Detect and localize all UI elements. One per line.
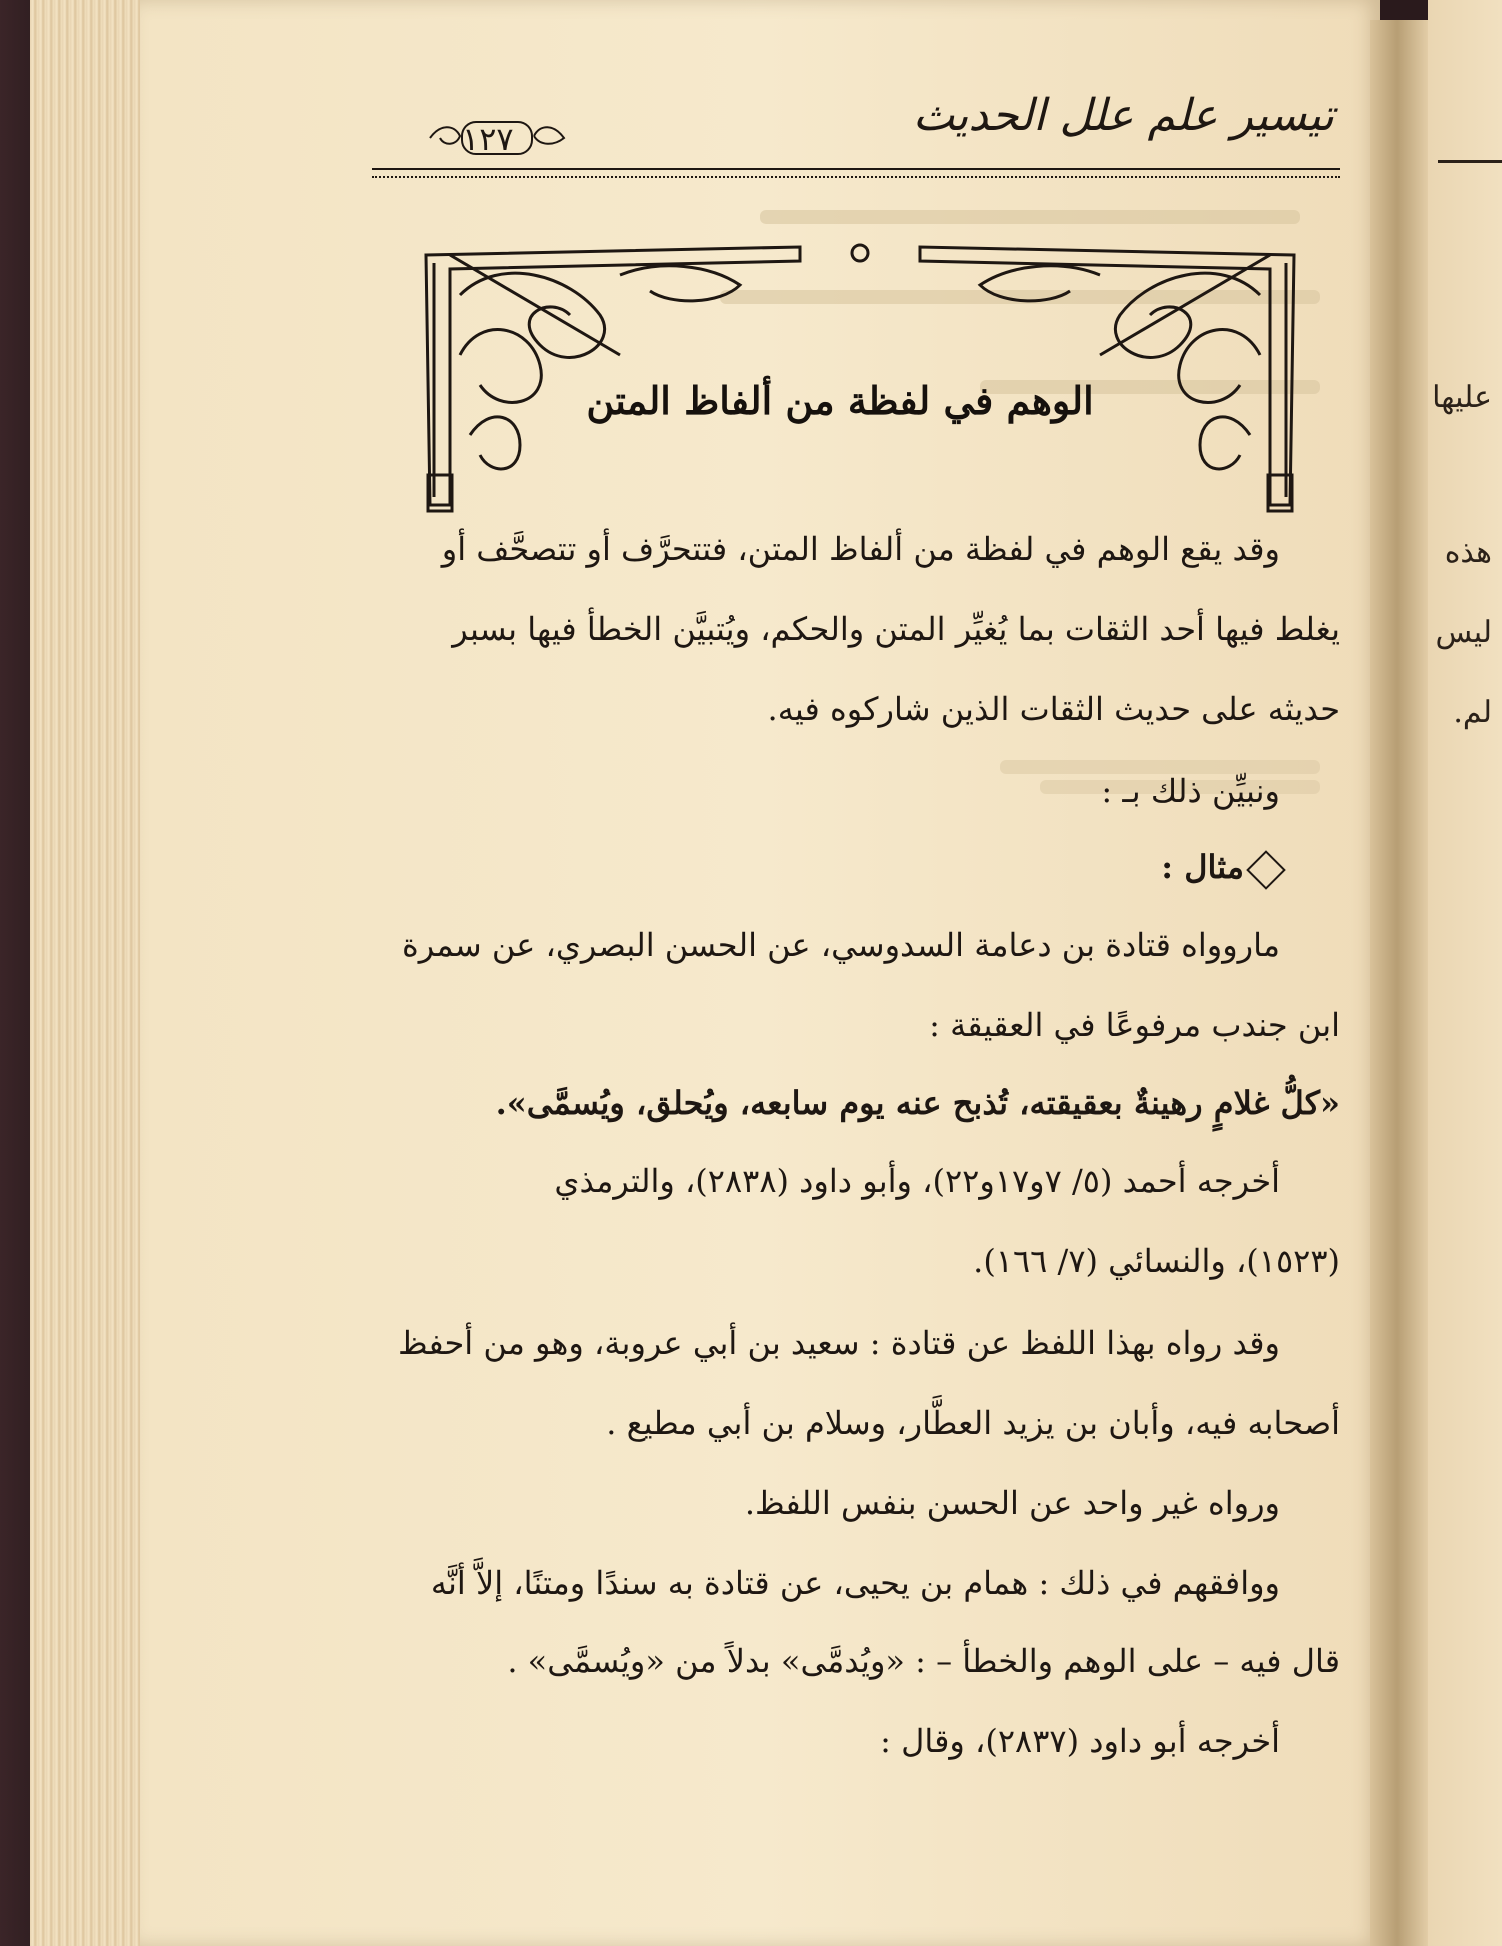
running-header	[372, 90, 1340, 190]
book-gutter	[1370, 20, 1430, 1946]
page-number	[462, 120, 514, 158]
text-line: ورواه غير واحد عن الحسن بنفس اللفظ.	[744, 1484, 1280, 1522]
example-label-text: مثال :	[1161, 848, 1244, 886]
page-stack-edge	[30, 0, 146, 1946]
text-line: وقد يقع الوهم في لفظة من ألفاظ المتن، فتتحرَّف أو تتصحَّف أو	[441, 530, 1280, 568]
text-line: ابن جندب مرفوعًا في العقيقة :	[929, 1006, 1340, 1044]
facing-fragment: هذه	[1444, 535, 1492, 570]
star-ornament-icon	[1246, 850, 1286, 890]
facing-fragment: ليس	[1435, 615, 1492, 650]
facing-header-rule	[1438, 120, 1502, 163]
text-line: أخرجه أحمد (٥/ ٧و١٧و٢٢)، وأبو داود (٢٨٣٨)، والترمذي	[554, 1162, 1280, 1200]
hadith-quote: «كلُّ غلامٍ رهينةٌ بعقيقته، تُذبح عنه يوم سابعه، ويُحلق، ويُسمَّى».	[495, 1084, 1340, 1122]
page-number-text: ١٢٧	[462, 120, 514, 158]
text-line: (١٥٢٣)، والنسائي (٧/ ١٦٦).	[973, 1242, 1340, 1280]
text-line: وقد رواه بهذا اللفظ عن قتادة : سعيد بن أبي عروبة، وهو من أحفظ	[397, 1324, 1280, 1362]
text-line: ووافقهم في ذلك : همام بن يحيى، عن قتادة به سندًا ومتنًا، إلاَّ أنَّه	[430, 1564, 1280, 1602]
header-dotted-rule	[372, 176, 1340, 178]
text-line: أخرجه أبو داود (٢٨٣٧)، وقال :	[880, 1722, 1280, 1760]
text-line: أصحابه فيه، وأبان بن يزيد العطَّار، وسلام بن أبي مطيع .	[606, 1404, 1340, 1442]
ornamental-frame-icon	[420, 235, 1300, 515]
facing-page	[1428, 0, 1502, 1946]
facing-fragment: لم.	[1453, 695, 1492, 730]
section-heading: الوهم في لفظة من ألفاظ المتن	[586, 378, 1094, 423]
header-rule	[372, 168, 1340, 170]
text-line: حديثه على حديث الثقات الذين شاركوه فيه.	[767, 690, 1340, 728]
text-line: ونبيِّن ذلك بـ :	[1101, 772, 1280, 810]
text-line: يغلط فيها أحد الثقات بما يُغيِّر المتن والحكم، ويُتبيَّن الخطأ فيها بسبر	[452, 610, 1340, 648]
text-line: قال فيه – على الوهم والخطأ – : «ويُدمَّى» بدلاً من «ويُسمَّى» .	[507, 1642, 1340, 1680]
text-line: ماروواه قتادة بن دعامة السدوسي، عن الحسن البصري، عن سمرة	[402, 926, 1280, 964]
facing-fragment: عليها	[1432, 380, 1492, 415]
running-title: تيسير علم علل الحديث	[912, 90, 1334, 141]
example-label	[1161, 848, 1280, 886]
